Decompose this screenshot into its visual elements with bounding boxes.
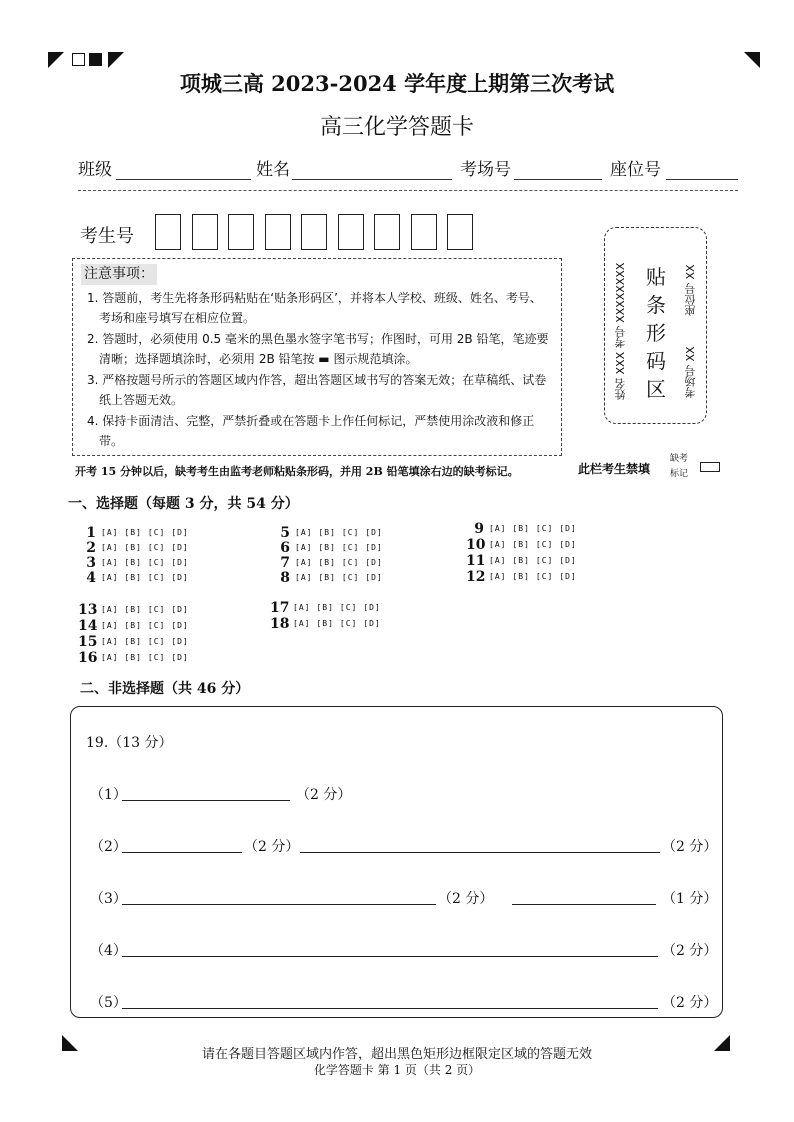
absent-mark-box[interactable] xyxy=(700,462,720,472)
score-label: （2 分） xyxy=(296,787,352,803)
option-bubble[interactable]: [C] xyxy=(535,524,554,533)
option-bubble[interactable]: [C] xyxy=(147,605,166,614)
answer-blank[interactable] xyxy=(300,852,660,853)
question-number: 8 xyxy=(280,569,290,586)
option-bubble[interactable]: [D] xyxy=(559,540,577,549)
option-bubble[interactable]: [B] xyxy=(318,573,336,582)
option-bubble[interactable]: [A] xyxy=(101,558,119,567)
option-bubble[interactable]: [B] xyxy=(512,572,530,581)
question-number: 4 xyxy=(86,569,96,586)
option-bubble[interactable]: [C] xyxy=(341,543,360,552)
mc-question-row xyxy=(466,521,583,536)
mc-question-row xyxy=(466,569,583,584)
mc-question-row xyxy=(78,618,195,633)
absent-label: 缺考标记 xyxy=(670,454,689,479)
seat-field[interactable] xyxy=(666,179,738,180)
option-bubble[interactable]: [B] xyxy=(124,543,142,552)
option-bubble[interactable]: [C] xyxy=(341,558,360,567)
option-bubble[interactable]: [A] xyxy=(489,524,507,533)
option-bubble[interactable]: [A] xyxy=(101,605,119,614)
position-mark-top-left-2 xyxy=(108,52,124,68)
option-bubble[interactable]: [A] xyxy=(293,619,311,628)
exam-number-box[interactable] xyxy=(265,214,291,250)
mc-question-row xyxy=(272,540,389,555)
room-field[interactable] xyxy=(514,179,602,180)
barcode-seat-text: 座位号 XX xyxy=(684,264,697,316)
notice-item: 3. 严格按题号所示的答题区域内作答，超出答题区域书写的答案无效；在草稿纸、试卷纸上答题无效。 xyxy=(87,372,547,407)
student-info-row xyxy=(78,158,738,184)
option-bubble[interactable]: [A] xyxy=(295,558,313,567)
section2-title: 二、非选择题（共 46 分） xyxy=(80,681,250,697)
notice-item: 2. 答题时，必须使用 0.5 毫米的黑色墨水签字笔书写；作图时，可用 2B 铅笔，笔迹要清晰；选择题填涂时，必须用 2B 铅笔按 ▬ 图示规范填涂。 xyxy=(87,331,549,366)
question-number: 5 xyxy=(280,524,290,541)
option-bubble[interactable]: [C] xyxy=(339,603,358,612)
barcode-area[interactable] xyxy=(604,227,707,424)
question-number: 2 xyxy=(86,539,96,556)
option-bubble[interactable]: [A] xyxy=(293,603,311,612)
option-bubble[interactable]: [D] xyxy=(365,543,383,552)
footer-warning: 请在各题目答题区域内作答，超出黑色矩形边框限定区域的答题无效 xyxy=(201,1047,592,1062)
room-label: 考场号 xyxy=(460,160,511,180)
score-label: （2 分） xyxy=(244,839,300,855)
mc-question-row xyxy=(78,570,195,585)
option-bubble[interactable]: [D] xyxy=(365,558,383,567)
option-bubble[interactable]: [B] xyxy=(318,543,336,552)
score-label: （2 分） xyxy=(662,943,718,959)
name-field[interactable] xyxy=(292,179,452,180)
question-number: 17 xyxy=(270,599,290,616)
option-bubble[interactable]: [D] xyxy=(171,573,189,582)
option-bubble[interactable]: [A] xyxy=(101,573,119,582)
option-bubble[interactable]: [B] xyxy=(124,621,142,630)
barcode-room-text: 考场号 XX xyxy=(684,346,697,398)
mc-question-row xyxy=(272,570,389,585)
answer-blank[interactable] xyxy=(122,800,290,801)
option-bubble[interactable]: [B] xyxy=(124,558,142,567)
position-mark-top-right xyxy=(744,52,760,68)
option-bubble[interactable]: [D] xyxy=(559,556,577,565)
option-bubble[interactable]: [C] xyxy=(147,543,166,552)
mc-question-row xyxy=(78,540,195,555)
mc-question-row xyxy=(78,525,195,540)
mc-question-row xyxy=(270,600,387,615)
exam-number-box[interactable] xyxy=(374,214,400,250)
card-subtitle: 高三化学答题卡 xyxy=(319,115,474,140)
q19-part-label: （5） xyxy=(90,995,127,1011)
question-number: 7 xyxy=(280,554,290,571)
answer-blank[interactable] xyxy=(122,852,242,853)
option-bubble[interactable]: [D] xyxy=(365,528,383,537)
option-bubble[interactable]: [D] xyxy=(171,558,189,567)
question-number: 15 xyxy=(78,633,98,650)
option-bubble[interactable]: [B] xyxy=(124,605,142,614)
question-number: 11 xyxy=(466,552,486,569)
question-number: 6 xyxy=(280,539,290,556)
question-number: 3 xyxy=(86,554,96,571)
square-filled-mark xyxy=(89,53,102,66)
position-mark-top-left xyxy=(48,52,64,68)
option-bubble[interactable]: [A] xyxy=(101,528,119,537)
page-number: 化学答题卡 第 1 页（共 2 页） xyxy=(313,1063,481,1077)
question-number: 16 xyxy=(78,649,98,666)
mc-question-row xyxy=(78,634,195,649)
mc-question-row xyxy=(466,537,583,552)
score-label: （2 分） xyxy=(662,995,718,1011)
option-bubble[interactable]: [C] xyxy=(147,653,166,662)
exam-number-box[interactable] xyxy=(447,214,473,250)
option-bubble[interactable]: [D] xyxy=(363,619,381,628)
class-field[interactable] xyxy=(116,179,251,180)
barcode-center-text: 贴条形码区 xyxy=(646,265,666,401)
option-bubble[interactable]: [A] xyxy=(295,573,313,582)
option-bubble[interactable]: [D] xyxy=(365,573,383,582)
option-bubble[interactable]: [C] xyxy=(535,556,554,565)
mc-question-row xyxy=(78,650,195,665)
forbid-label: 此栏考生禁填 xyxy=(578,462,651,476)
exam-number-box[interactable] xyxy=(192,214,218,250)
divider xyxy=(78,190,738,191)
option-bubble[interactable]: [D] xyxy=(171,605,189,614)
option-bubble[interactable]: [A] xyxy=(101,637,119,646)
option-bubble[interactable]: [C] xyxy=(341,528,360,537)
option-bubble[interactable]: [B] xyxy=(124,637,142,646)
mc-question-row xyxy=(78,602,195,617)
exam-number-box[interactable] xyxy=(228,214,254,250)
option-bubble[interactable]: [C] xyxy=(339,619,358,628)
option-bubble[interactable]: [B] xyxy=(512,556,530,565)
option-bubble[interactable]: [C] xyxy=(147,528,166,537)
mc-question-row xyxy=(272,525,389,540)
exam-number-box[interactable] xyxy=(411,214,437,250)
q19-title: 19.（13 分） xyxy=(86,735,173,751)
question-number: 9 xyxy=(474,520,484,537)
option-bubble[interactable]: [A] xyxy=(489,556,507,565)
question-number: 14 xyxy=(78,617,98,634)
answer-blank[interactable] xyxy=(122,1008,658,1009)
option-bubble[interactable]: [D] xyxy=(559,572,577,581)
question-number: 18 xyxy=(270,615,290,632)
option-bubble[interactable]: [A] xyxy=(489,572,507,581)
option-bubble[interactable]: [B] xyxy=(316,619,334,628)
question-number: 10 xyxy=(466,536,486,553)
seat-label: 座位号 xyxy=(610,160,661,180)
mc-question-row xyxy=(272,555,389,570)
option-bubble[interactable]: [D] xyxy=(171,653,189,662)
mc-question-row xyxy=(270,616,387,631)
exam-number-box[interactable] xyxy=(301,214,327,250)
option-bubble[interactable]: [D] xyxy=(171,621,189,630)
option-bubble[interactable]: [D] xyxy=(171,543,189,552)
q19-part-label: （1） xyxy=(90,787,127,803)
question-number: 1 xyxy=(86,524,96,541)
notice-box xyxy=(72,258,562,456)
score-label: （2 分） xyxy=(438,891,494,907)
notice-title: 注意事项： xyxy=(81,264,157,285)
option-bubble[interactable]: [A] xyxy=(101,621,119,630)
option-bubble[interactable]: [C] xyxy=(535,572,554,581)
exam-number-label: 考生号 xyxy=(80,226,134,247)
score-label: （2 分） xyxy=(662,839,718,855)
mc-question-row xyxy=(466,553,583,568)
option-bubble[interactable]: [C] xyxy=(147,573,166,582)
notice-item: 4. 保持卡面清洁、完整，严禁折叠或在答题卡上作任何标记，严禁使用涂改液和修正带。 xyxy=(87,413,535,448)
option-bubble[interactable]: [B] xyxy=(124,653,142,662)
exam-number-box[interactable] xyxy=(338,214,364,250)
option-bubble[interactable]: [B] xyxy=(512,524,530,533)
option-bubble[interactable]: [C] xyxy=(147,558,166,567)
answer-blank[interactable] xyxy=(512,904,656,905)
option-bubble[interactable]: [C] xyxy=(535,540,554,549)
option-bubble[interactable]: [B] xyxy=(512,540,530,549)
q19-part-label: （2） xyxy=(90,839,127,855)
section1-title: 一、选择题（每题 3 分，共 54 分） xyxy=(68,496,299,512)
option-bubble[interactable]: [A] xyxy=(295,528,313,537)
option-bubble[interactable]: [D] xyxy=(171,528,189,537)
option-bubble[interactable]: [A] xyxy=(101,653,119,662)
exam-number-box[interactable] xyxy=(155,214,181,250)
question-number: 12 xyxy=(466,568,486,585)
option-bubble[interactable]: [C] xyxy=(147,637,166,646)
notice-item: 1. 答题前，考生先将条形码粘贴在‘贴条形码区’，并将本人学校、班级、姓名、考号、考场和座号填写在相应位置。 xyxy=(87,290,542,325)
square-outline-mark xyxy=(72,53,85,66)
option-bubble[interactable]: [D] xyxy=(171,637,189,646)
q19-answer-box xyxy=(70,706,723,1018)
option-bubble[interactable]: [B] xyxy=(316,603,334,612)
option-bubble[interactable]: [B] xyxy=(124,528,142,537)
option-bubble[interactable]: [B] xyxy=(318,528,336,537)
exam-title: 项城三高 2023-2024 学年度上期第三次考试 xyxy=(179,71,615,96)
q19-part-label: （3） xyxy=(90,891,127,907)
option-bubble[interactable]: [A] xyxy=(295,543,313,552)
option-bubble[interactable]: [C] xyxy=(147,621,166,630)
name-label: 姓名 xyxy=(256,160,290,180)
answer-blank[interactable] xyxy=(122,904,436,905)
question-number: 13 xyxy=(78,601,98,618)
score-label: （1 分） xyxy=(662,891,718,907)
late-note: 开考 15 分钟以后，缺考考生由监考老师粘贴条形码，并用 2B 铅笔填涂右边的缺考标记。 xyxy=(75,465,519,478)
exam-number-boxes xyxy=(155,214,484,250)
option-bubble[interactable]: [D] xyxy=(559,524,577,533)
option-bubble[interactable]: [B] xyxy=(318,558,336,567)
option-bubble[interactable]: [D] xyxy=(363,603,381,612)
class-label: 班级 xyxy=(78,160,112,180)
option-bubble[interactable]: [B] xyxy=(124,573,142,582)
option-bubble[interactable]: [C] xyxy=(341,573,360,582)
q19-part-label: （4） xyxy=(90,943,127,959)
option-bubble[interactable]: [A] xyxy=(489,540,507,549)
option-bubble[interactable]: [A] xyxy=(101,543,119,552)
mc-question-row xyxy=(78,555,195,570)
answer-blank[interactable] xyxy=(122,956,658,957)
barcode-left-text: 姓名 XXX 考号 XXXXXXXX xyxy=(614,262,627,400)
